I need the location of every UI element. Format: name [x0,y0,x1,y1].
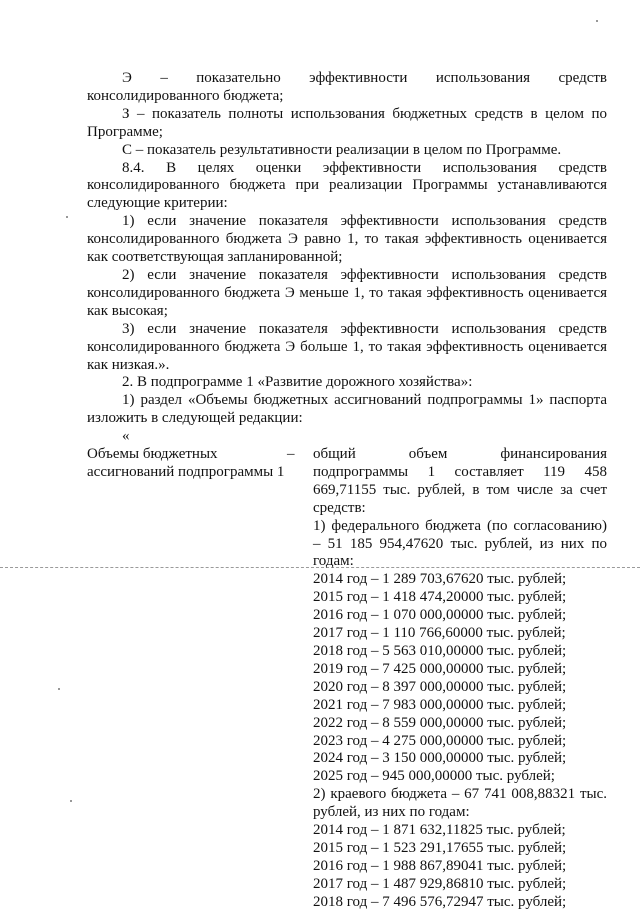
criterion-2: 2) если значение показателя эффективности использования средств консолидированного бюджета Э меньше 1, то такая эффективность оценивается как высокая; [87,266,607,319]
scan-speck [596,20,598,22]
regional-budget-header: 2) краевого бюджета – 67 741 008,88321 тыс. рублей, из них по годам: [313,786,607,821]
passport-value [313,446,607,912]
federal-year-line: 2014 год – 1 289 703,67620 тыс. рублей; [313,571,567,588]
clause-8-4: 8.4. В целях оценки эффективности использования средств консолидированного бюджета при реализации Программы устанавливаются следующие критерии: [87,159,607,212]
definition-z: З – показатель полноты использования бюджетных средств в целом по Программе; [87,105,607,140]
federal-year-line: 2021 год – 7 983 000,00000 тыс. рублей; [313,696,567,713]
federal-year-line: 2017 год – 1 110 766,60000 тыс. рублей; [313,625,566,642]
federal-year-line: 2016 год – 1 070 000,00000 тыс. рублей; [313,607,567,624]
federal-year-line: 2019 год – 7 425 000,00000 тыс. рублей; [313,660,567,677]
subprogram-item-2-1: 1) раздел «Объемы бюджетных ассигнований подпрограммы 1» паспорта изложить в следующей редакции: [87,392,607,427]
federal-year-line: 2022 год – 8 559 000,00000 тыс. рублей; [313,714,567,731]
subprogram-item-2: 2. В подпрограмме 1 «Развитие дорожного хозяйства»: [122,374,473,391]
regional-year-line: 2014 год – 1 871 632,11825 тыс. рублей; [313,822,566,839]
regional-year-line: 2016 год – 1 988 867,89041 тыс. рублей; [313,857,567,874]
federal-year-line: 2025 год – 945 000,00000 тыс. рублей; [313,768,555,785]
regional-year-line: 2017 год – 1 487 929,86810 тыс. рублей; [313,875,567,892]
passport-label: Объемы бюджетных ассигнований подпрограммы 1 [87,446,285,480]
criterion-1: 1) если значение показателя эффективности использования средств консолидированного бюджета Э равно 1, то такая эффективность оценивается как соответствующая запланированной; [87,213,607,266]
passport-dash: – [287,446,295,463]
federal-budget-header: 1) федерального бюджета (по согласованию) – 51 185 954,47620 тыс. рублей, из них по годам: [313,517,607,570]
federal-year-line: 2024 год – 3 150 000,00000 тыс. рублей; [313,750,567,767]
definition-e: Э – показательно эффективности использования средств консолидированного бюджета; [87,70,607,104]
definition-c: С – показатель результативности реализации в целом по Программе. [122,141,562,158]
federal-year-line: 2018 год – 5 563 010,00000 тыс. рублей; [313,643,567,659]
federal-year-line: 2020 год – 8 397 000,00000 тыс. рублей; [313,678,567,695]
document-page [87,70,607,912]
total-financing: общий объем финансирования подпрограммы 1 составляет 119 458 669,71155 тыс. рублей, в том числе за счет средств: [313,446,607,516]
regional-year-line: 2018 год – 7 496 576,72947 тыс. рублей; [313,893,567,910]
federal-year-line: 2023 год – 4 275 000,00000 тыс. рублей; [313,732,567,749]
passport-table [87,446,607,912]
scan-speck [70,800,72,802]
federal-year-line: 2015 год – 1 418 474,20000 тыс. рублей; [313,589,567,606]
scan-speck [58,688,60,690]
regional-year-line: 2015 год – 1 523 291,17655 тыс. рублей; [313,839,567,856]
criterion-3: 3) если значение показателя эффективности использования средств консолидированного бюджета Э больше 1, то такая эффективность оценивается как низкая.». [87,320,607,373]
scan-speck [66,216,68,218]
opening-quote: « [122,428,130,445]
